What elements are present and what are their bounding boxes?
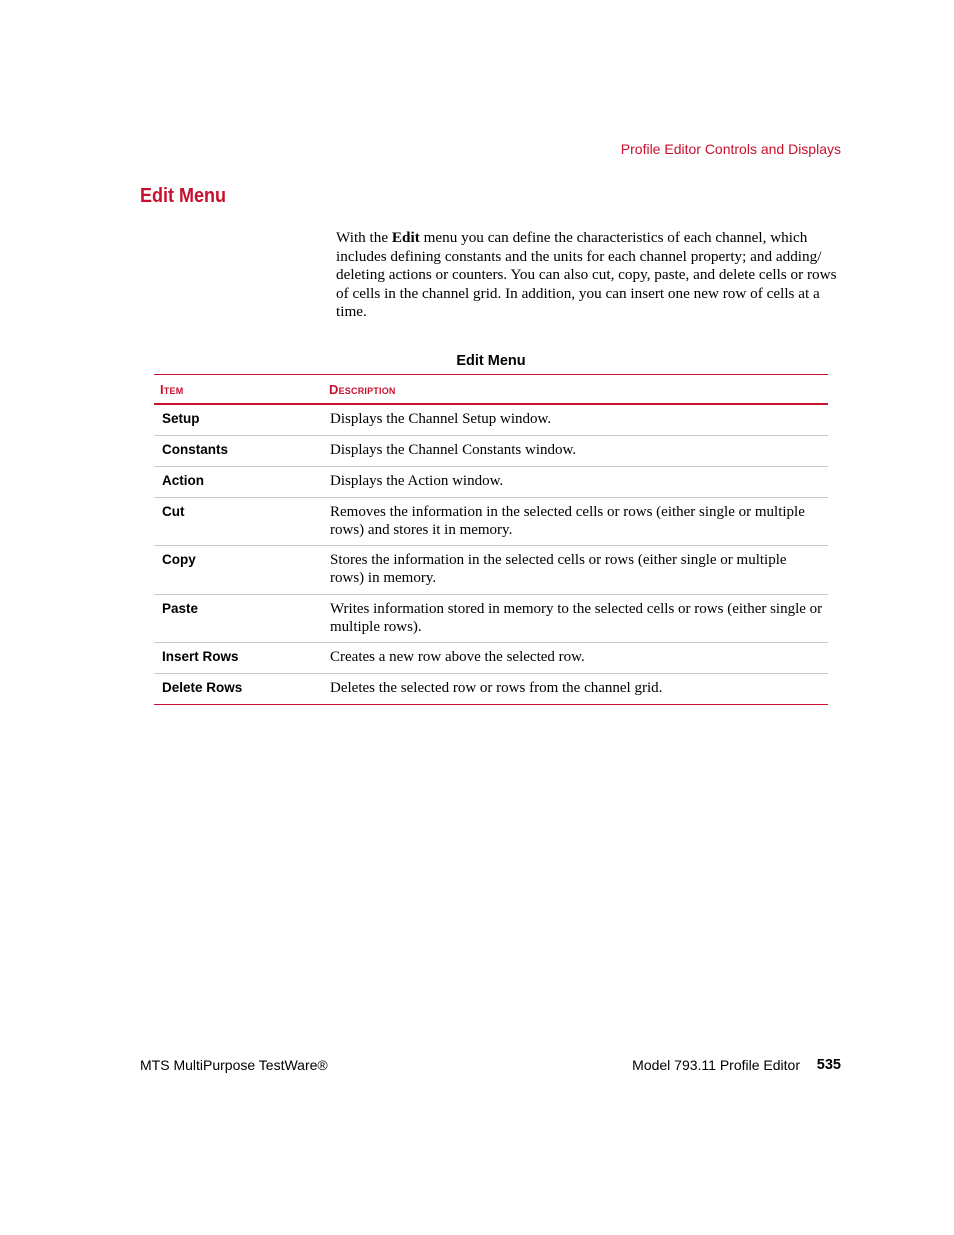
table-row [154, 674, 828, 705]
row-item: Action [162, 473, 204, 488]
row-description: Deletes the selected row or rows from the channel grid. [330, 680, 663, 696]
intro-text-bold: Edit [391, 229, 420, 246]
row-description: Displays the Channel Setup window. [330, 411, 552, 427]
row-description: Stores the information in the selected cells or rows (either single or multiple rows) in memory. [330, 552, 787, 586]
row-description: Removes the information in the selected cells or rows (either single or multiple rows) and stores it in memory. [330, 504, 805, 538]
table-row [154, 467, 828, 498]
row-item: Paste [162, 601, 199, 616]
running-header: Profile Editor Controls and Displays [620, 141, 841, 157]
page-number: 535 [816, 1057, 841, 1073]
table-row [154, 436, 828, 467]
row-item: Cut [162, 504, 185, 519]
footer-model-name: Model 793.11 Profile Editor [632, 1057, 800, 1073]
row-item: Constants [162, 442, 229, 457]
row-item: Copy [162, 552, 196, 567]
intro-text-prefix: With the [336, 229, 392, 246]
footer-product-name: MTS MultiPurpose TestWare® [140, 1057, 328, 1073]
section-title: Edit Menu [140, 185, 226, 207]
table-row [154, 643, 828, 674]
intro-text-suffix: menu you can define the characteristics of each channel, which includes defining constants and the units for each channel property; and adding/ deleting actions or counters. You can also cut, copy, paste, and delete cells or rows of cells in the channel grid. In addition, you can insert one new row of cells at a time. [336, 229, 837, 321]
column-header-description: Description [329, 382, 396, 397]
row-item: Insert Rows [162, 649, 239, 664]
row-description: Creates a new row above the selected row. [330, 649, 585, 665]
table-row [154, 405, 828, 436]
row-description: Displays the Action window. [330, 473, 504, 489]
row-description: Displays the Channel Constants window. [330, 442, 577, 458]
table-caption: Edit Menu [456, 353, 526, 369]
table-row [154, 546, 828, 595]
table-header-row [154, 374, 828, 405]
row-item: Delete Rows [162, 680, 243, 695]
table-row [154, 595, 828, 643]
row-description: Writes information stored in memory to the selected cells or rows (either single or multiple rows). [330, 601, 823, 635]
row-item: Setup [162, 411, 200, 426]
table-row [154, 498, 828, 546]
intro-paragraph [336, 229, 842, 322]
edit-menu-table [154, 374, 828, 705]
column-header-item: Item [160, 382, 184, 397]
